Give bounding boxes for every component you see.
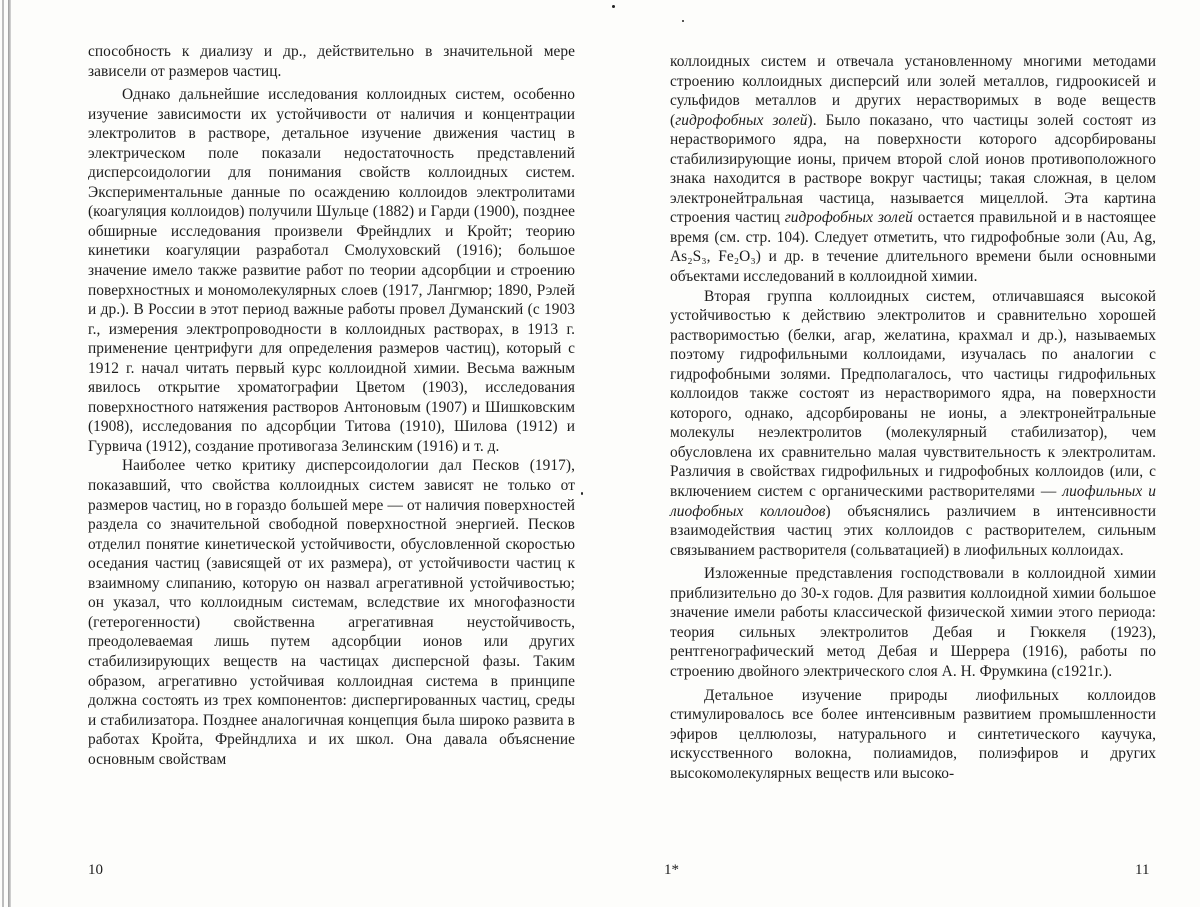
paragraph: Вторая группа коллоидных систем, отличавшаяся высокой устойчивостью к действию электролитов и сравнительно хорошей растворимостью (белки, агар, желатина, крахмал и др.), называемых поэтому гидрофильными коллоидами, изучалась по аналогии с гидрофобными золями. Предполагалось, что частицы гидрофильных коллоидов также состоят из нерастворимого ядра, на поверхности которого, однако, адсорбированы не ионы, а электронейтральные молекулы неэлектролитов (молекулярный стабилизатор), чем обусловлена их сравнительно малая чувствительность к электролитам. Различия в свойствах гидрофильных и гидрофобных коллоидов (или, с включением систем с органическими растворителями — лиофильных и лиофобных коллоидов) объяснялись различием в интенсивности взаимодействия частиц этих коллоидов с растворителем, сильным связыванием растворителя (сольватацией) в лиофильных коллоидах.: [670, 287, 1156, 559]
right-page: [600, 0, 1200, 907]
paragraph: коллоидных систем и отвечала установленному многими методами строению коллоидных дисперсий или золей металлов, гидроокисей и сульфидов металлов и других нерастворимых в воде веществ (гидрофобных золей). Было показано, что частицы золей состоят из нерастворимого ядра, на поверхности которого адсорбированы стабилизирующие ионы, причем второй слой ионов противоположного знака находится в растворе вокруг частицы; такая сложная, в целом электронейтральная частица, называется мицеллой. Эта картина строения частиц гидрофобных золей остается правильной и в настоящее время (см. стр. 104). Следует отметить, что гидрофобные золи (Au, Ag, As₂S₃, Fe₂O₃) и др. в течение длительного времени были основными объектами исследований в коллоидной химии.: [670, 53, 1157, 286]
right-text-column: [670, 52, 1156, 783]
printer-signature-mark: 1*: [664, 862, 679, 878]
left-text-column: [88, 42, 575, 769]
paragraph: Детальное изучение природы лиофильных коллоидов стимулировалось все более интенсивным развитием промышленности эфиров целлюлозы, натурального и синтетического каучука, искусственного волокна, полиамидов, полиэфиров и других высокомолекулярных веществ или высоко-: [670, 686, 1156, 782]
page-number: 10: [88, 862, 103, 878]
paragraph: Однако дальнейшие исследования коллоидных систем, особенно изучение зависимости их устойчивости от наличия и концентрации электролитов в растворе, детальное изучение движения частиц в электрическом поле показали недостаточность представлений дисперсоидологии для понимания свойств коллоидных систем. Экспериментальные данные по осаждению коллоидов электролитами (коагуляция коллоидов) получили Шульце (1882) и Гарди (1900), позднее обширные исследования произвели Фрейндлих и Кройт; теорию кинетики коагуляции разработал Смолуховский (1916); большое значение имело также развитие работ по теории адсорбции и строению поверхностных и мономолекулярных слоев (1917, Лангмюр; 1890, Рэлей и др.). В России в этот период важные работы провел Думанский (с 1903 г., измерения электропроводности в коллоидных растворах, в 1913 г. применение центрифуги для определения размеров частиц), который с 1912 г. начал читать первый курс коллоидной химии. Весьма важным явилось открытие хроматографии Цветом (1903), исследования поверхностного натяжения растворов Антоновым (1907) и Шишковским (1908), исследования по адсорбции Титова (1910), Шилова (1912) и Гурвича (1912), создание противогаза Зелинским (1916) и т. д.: [88, 86, 575, 455]
paragraph: Наиболее четко критику дисперсоидологии дал Песков (1917), показавший, что свойства коллоидных систем зависят не только от размеров частиц, но в гораздо большей мере — от наличия поверхностей раздела со значительной свободной поверхностной энергией. Песков отделил понятие кинетической устойчивости, обусловленной скоростью оседания частиц (зависящей от их размера), от устойчивости частиц к взаимному слипанию, которую он назвал агрегативной устойчивостью; он указал, что коллоидным системам, вследствие их многофазности (гетерогенности) свойственна агрегативная неустойчивость, преодолеваемая лишь путем адсорбции ионов или других стабилизирующих веществ на частицах дисперсной фазы. Таким образом, агрегативно устойчивая коллоидная система в принципе должна состоять из трех компонентов: диспергированных частиц, среды и стабилизатора. Позднее аналогичная концепция была широко развита в работах Кройта, Фрейндлиха и их школ. Она давала объяснение основным свойствам: [88, 457, 575, 768]
paragraph: Изложенные представления господствовали в коллоидной химии приблизительно до 30-х годов. Для развития коллоидной химии большое значение имели работы классической физической химии этого периода: теория сильных электролитов Дебая и Гюккеля (1923), рентгенографический метод Дебая и Шеррера (1916), работы по строению двойного электрического слоя А. Н. Фрумкина (с1921г.).: [670, 565, 1156, 680]
paragraph: способность к диализу и др., действительно в значительной мере зависели от размеров частиц.: [88, 43, 575, 80]
page-number: 11: [1135, 862, 1150, 878]
